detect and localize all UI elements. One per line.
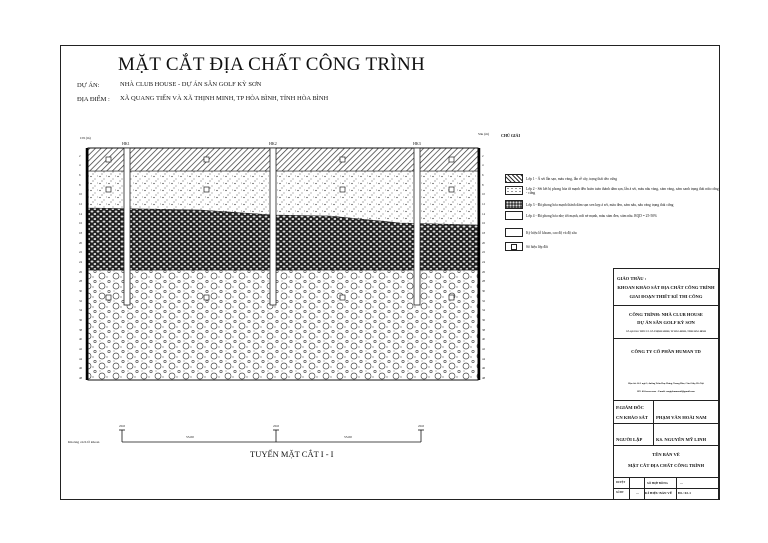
borehole-symbol-icon [505,228,523,237]
borehole-hk2 [270,148,276,305]
speckle-swatch-icon [505,186,523,195]
plan-title: TUYẾN MẶT CẮT I - I [250,449,334,459]
left-depth-tick-label: 10 [79,192,82,197]
station-label: 20.0 [418,424,425,428]
legend-item: Lớp 1 - Á sét lẫn sạn, màu vàng, lẫn rễ cây, trạng thái dẻo cứng [505,174,617,183]
right-depth-tick-label: 38 [482,327,485,332]
legend-title: CHÚ GIẢI [501,133,521,138]
location-label: ĐỊA ĐIỂM : [77,96,110,103]
left-depth-tick-label: 12 [79,202,82,206]
client-section: GIÁO THẦU : KHOAN KHẢO SÁT ĐỊA CHẤT CÔNG TRÌNH GIAI ĐOẠN THIẾT KẾ THI CÔNG [614,269,718,306]
right-depth-tick-label: 30 [482,289,485,293]
page-title: MẶT CẮT ĐỊA CHẤT CÔNG TRÌNH [118,54,426,75]
plan-left-note: Khoảng cách lỗ khoan [68,440,100,444]
left-depth-tick-label: 28 [79,279,82,284]
station-label: 20.0 [119,424,126,428]
left-depth-tick-label: 6 [79,173,81,177]
left-depth-tick-label: 22 [79,250,82,255]
borehole-hk3 [414,148,420,305]
left-depth-tick-label: 8 [79,182,81,187]
right-depth-tick-label: 12 [482,202,485,206]
left-depth-tick-label: 34 [79,308,82,313]
right-depth-tick-label: 8 [482,182,484,187]
left-depth-tick-label: 46 [79,366,82,371]
borehole-hk1 [124,148,130,305]
plan-line [119,430,424,442]
drawing-info-rows: DUYỆT SỐ HỢP ĐỒNG — SỐ BV — KÍ HIỆU BẢN VẼ ĐL: 02-1 [614,478,718,499]
right-depth-tick-label: 44 [482,356,485,361]
project-value: NHÀ CLUB HOUSE - DỰ ÁN SÂN GOLF KỲ SƠN [120,81,262,88]
right-depth-tick-label: 14 [482,211,485,216]
right-depth-tick-label: 18 [482,231,485,235]
signatures-section: P.GIÁM ĐỐC CN KHẢO SÁT PHẠM VĂN HOÀI NAM NGƯỜI LẬP KS. NGUYỄN MỸ LINH [614,401,718,446]
right-depth-tick-label: 40 [482,337,485,342]
left-depth-tick-label: 38 [79,327,82,332]
right-depth-tick-label: 42 [482,347,485,351]
cobble-swatch-icon [505,211,523,220]
right-depth-tick-label: 32 [482,298,485,303]
hatch-swatch-icon [505,174,523,183]
legend-item: Lớp 4 - Đá phong hóa nhẹ tới mạnh, nứt nẻ mạnh, màu xám đen, xám nâu. RQD = 25-50% [505,211,657,220]
right-depth-tick-label: 22 [482,250,485,255]
right-depth-tick-label: 48 [482,376,485,380]
borehole-label: HK1 [122,141,130,146]
company-section: CÔNG TY CỔ PHẦN HUMAN TD Địa chỉ: Số 1 ngõ 1, đường Trần Duy Hưng, Trung Hòa, Cầu Giấy, Hà Nội ĐT: 024.xxxx.xxxx - Email: congtyhumantd@gmail.com [614,339,718,401]
left-depth-tick-label: 26 [79,269,82,274]
right-depth-tick-label: 4 [482,163,484,168]
left-depth-tick-label: 14 [79,211,82,216]
right-depth-tick-label: 10 [482,192,485,197]
left-depth-tick-label: 32 [79,298,82,303]
span-label: 55.00 [344,435,352,439]
right-depth-tick-label: 34 [482,308,485,313]
right-depth-tick-label: 16 [482,221,485,226]
borehole-label: HK3 [413,141,421,146]
drawing-name-section: TÊN BẢN VẼ MẶT CẮT ĐỊA CHẤT CÔNG TRÌNH [614,446,718,478]
right-depth-tick-label: 26 [482,269,485,274]
station-label: 20.0 [273,424,280,428]
right-depth-tick-label: 36 [482,318,485,322]
legend-item: Số hiệu lớp đất [505,242,548,251]
left-depth-tick-label: 2 [79,153,81,158]
left-scale-header: CĐ (m) [80,136,91,140]
left-depth-tick-label: 4 [79,163,81,168]
left-depth-tick-label: 44 [79,356,82,361]
left-depth-tick-label: 42 [79,347,82,351]
right-depth-tick-label: 28 [482,279,485,284]
right-depth-tick-label: 6 [482,173,484,177]
right-depth-tick-label: 2 [482,153,484,158]
left-depth-tick-label: 48 [79,376,82,380]
borehole-label: HK2 [269,141,277,146]
left-depth-tick-label: 30 [79,289,82,293]
legend-item: Lớp 3 - Đá phong hóa mạnh thành dăm sạn xen kẹp á sét, màu đen, xám nâu, nâu vàng trạng thái cứng [505,200,673,209]
left-depth-tick-label: 20 [79,240,82,245]
legend-item: Ký hiệu lỗ khoan, cao độ và độ sâu [505,228,577,237]
left-depth-tick-label: 36 [79,318,82,322]
right-depth-tick-label: 20 [482,240,485,245]
title-block [613,268,719,500]
left-depth-tick-label: 40 [79,337,82,342]
span-label: 55.00 [186,435,194,439]
location-value: XÃ QUANG TIẾN VÀ XÃ THỊNH MINH, TP HÒA BÌNH, TỈNH HÒA BÌNH [120,95,329,102]
layer-number-icon [505,242,523,251]
left-depth-tick-label: 18 [79,231,82,235]
project-label: DỰ ÁN: [77,82,100,89]
project-section: CÔNG TRÌNH: NHÀ CLUB HOUSE DỰ ÁN SÂN GOLF KỲ SƠN XÃ QUANG TIẾN VÀ XÃ THỊNH MINH, TP HÒA BÌNH, TỈNH HÒA BÌNH [614,306,718,339]
dark-gravel-swatch-icon [505,200,523,209]
right-depth-tick-label: 46 [482,366,485,371]
left-depth-tick-label: 24 [79,260,82,264]
left-depth-tick-label: 16 [79,221,82,226]
legend-item: Lớp 2 - Sét kết bị phong hóa từ mạnh đến hoàn toàn thành dăm sạn, lẫn á sét, màu nâu vàng, xám vàng, xám xanh trạng thái nửa cứng - cứng [505,186,720,195]
right-scale-header: Sâu (m) [478,132,490,136]
right-depth-tick-label: 24 [482,260,485,264]
